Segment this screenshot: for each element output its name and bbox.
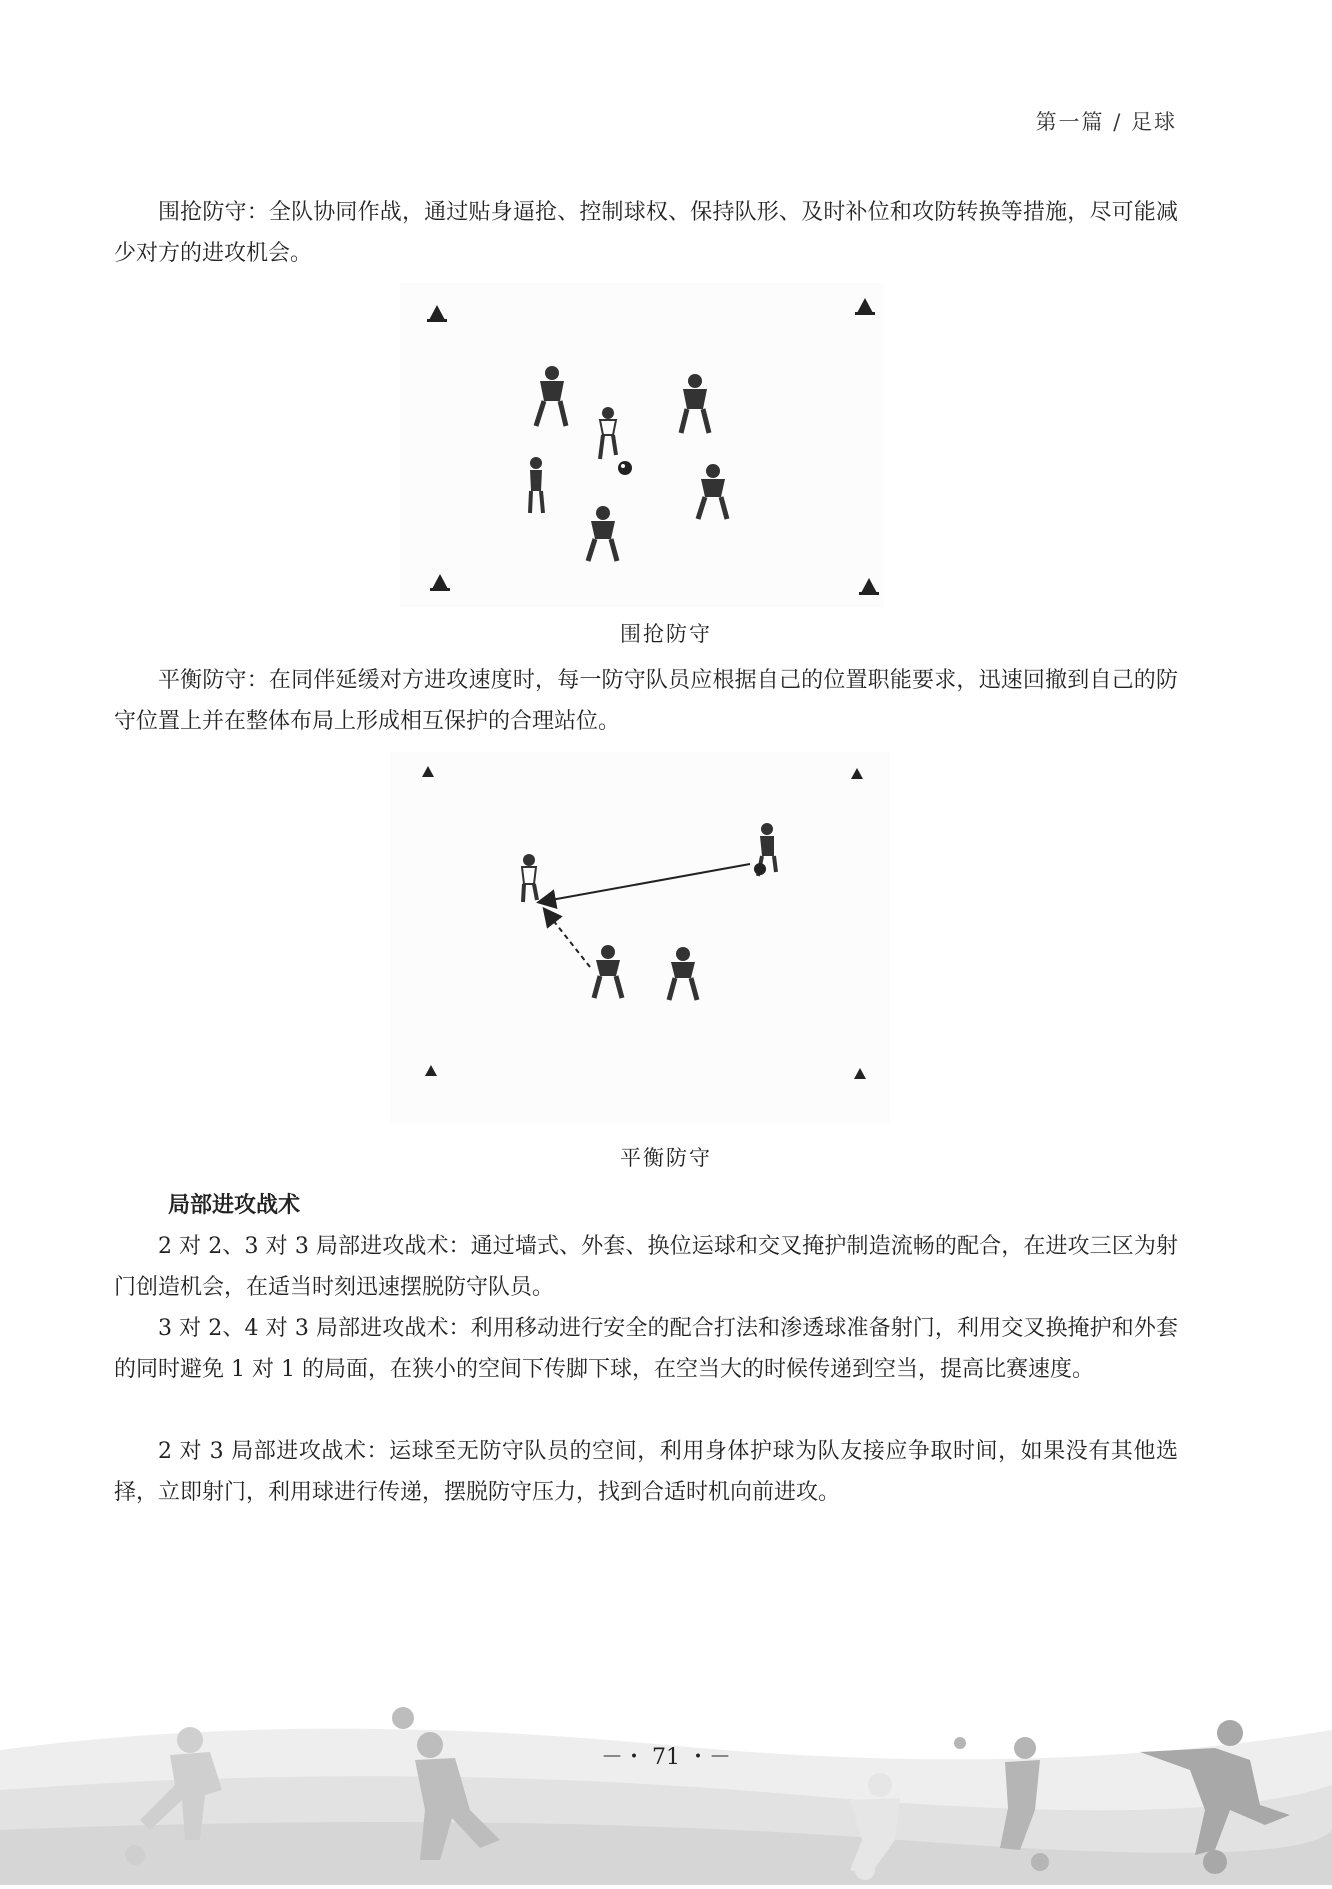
figure-caption: 围抢防守 bbox=[620, 622, 712, 646]
defender-player-icon bbox=[698, 464, 727, 519]
cone-icon bbox=[427, 305, 447, 322]
defender-player-icon bbox=[530, 457, 543, 513]
figure-balance-defense-drawing bbox=[390, 752, 890, 1124]
cone-icon bbox=[854, 1068, 866, 1079]
decorative-footer bbox=[0, 1690, 1332, 1885]
ball-icon bbox=[754, 863, 766, 875]
defender-player-icon bbox=[669, 947, 697, 1000]
defender-player-icon bbox=[681, 374, 709, 433]
paragraph-siege-defense: 围抢防守：全队协同作战，通过贴身逼抢、控制球权、保持队形、及时补位和攻防转换等措施，尽可能减少对方的进攻机会。 bbox=[114, 200, 1178, 266]
figure-caption: 平衡防守 bbox=[620, 1146, 712, 1170]
paragraph-2v2-3v3: 2 对 2、3 对 3 局部进攻战术：通过墙式、外套、换位运球和交叉掩护制造流畅的配合，在进攻三区为射门创造机会，在适当时刻迅速摆脱防守队员。 bbox=[114, 1234, 1178, 1300]
paragraph-3v2-4v3: 3 对 2、4 对 3 局部进攻战术：利用移动进行安全的配合打法和渗透球准备射门，利用交叉换掩护和外套的同时避免 1 对 1 的局面，在狭小的空间下传脚下球，在空当大的时候传递到空当，提高比赛速度。 bbox=[114, 1316, 1178, 1382]
pass-arrow bbox=[540, 864, 750, 902]
cone-icon bbox=[859, 578, 879, 595]
footer-silhouettes bbox=[0, 1690, 1332, 1885]
cone-icon bbox=[425, 1065, 437, 1076]
section-title: 局部进攻战术 bbox=[168, 1193, 301, 1218]
cone-icon bbox=[422, 766, 434, 777]
support-run-arrow bbox=[545, 910, 590, 967]
cone-icon bbox=[430, 574, 450, 591]
page-number: －・ 71 ・－ bbox=[601, 1745, 731, 1770]
figure-balance-defense bbox=[390, 752, 890, 1124]
attacker-player-icon bbox=[600, 407, 616, 459]
defender-player-icon bbox=[594, 945, 622, 998]
cone-icon bbox=[851, 768, 863, 779]
defender-player-icon bbox=[588, 506, 617, 561]
cone-icon bbox=[855, 298, 875, 315]
attacker-player-icon bbox=[522, 854, 537, 902]
paragraph-balance-defense: 平衡防守：在同伴延缓对方进攻速度时，每一防守队员应根据自己的位置职能要求，迅速回撤到自己的防守位置上并在整体布局上形成相互保护的合理站位。 bbox=[114, 668, 1178, 734]
running-header: 第一篇 / 足球 bbox=[1035, 110, 1177, 134]
paragraph-2v3: 2 对 3 局部进攻战术：运球至无防守队员的空间，利用身体护球为队友接应争取时间，如果没有其他选择，立即射门，利用球进行传递，摆脱防守压力，找到合适时机向前进攻。 bbox=[114, 1439, 1178, 1505]
figure-siege-defense bbox=[400, 283, 884, 607]
ball-icon bbox=[618, 461, 632, 475]
figure-siege-defense-drawing bbox=[400, 283, 884, 607]
defender-player-icon bbox=[536, 366, 566, 426]
